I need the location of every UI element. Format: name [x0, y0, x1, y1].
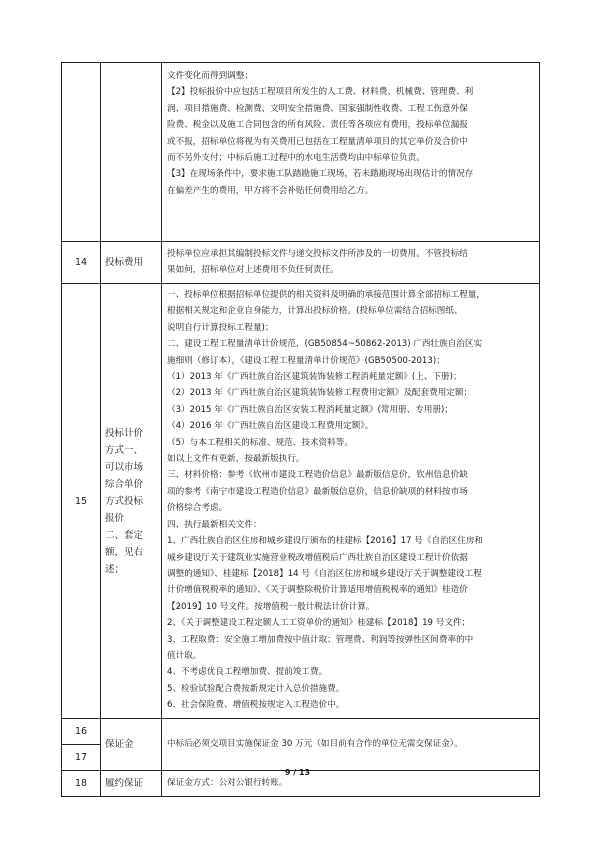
label-line: 述； [105, 563, 125, 575]
row-label: 保证金 [101, 719, 162, 771]
row-label-cell [101, 63, 162, 242]
tender-table [61, 62, 540, 797]
label-line: 二、套定 [105, 529, 144, 541]
content-line: 如以上文件有更新，按最新版执行。 [167, 454, 305, 465]
content-line: 6、社会保险费、增值税按规定入工程造价中。 [167, 700, 345, 711]
content-line: （2）2013 年《广西壮族自治区建筑装饰装修工程费用定额》及配套费用定额； [167, 388, 473, 399]
row-number: 17 [62, 745, 101, 771]
content-line: 说明自行计算投标工程量)； [167, 322, 274, 333]
table-row-continued [62, 63, 540, 242]
content-line: 险费、税金以及施工合同包含的所有风险、责任等各项应有费用，投标单位漏报 [167, 120, 468, 131]
content-line: 投标单位应承担其编制投标文件与递交投标文件所涉及的一切费用。不管投标结 [167, 249, 468, 259]
content-line: 4、不考虑优良工程增加费、提前竣工费。 [167, 667, 328, 678]
content-line: 计价增值税税率的通知》、《关于调整除税价计算适用增值税税率的通知》桂造价 [167, 585, 468, 596]
row-label: 履约保证 [101, 771, 162, 797]
content-line: 润、项目措施费、检测费、文明安全措施费、国家强制性收费、工程工伤意外保 [167, 103, 468, 114]
content-line: 【3】在现场条件中，要求施工队踏勘施工现场，若未踏勘现场出现估计的情况存 [167, 169, 474, 180]
content-line: 或不报，招标单位将视为有关费用已包括在工程量清单项目的其它单价及合价中 [167, 136, 468, 147]
content-line: （4）2016 年《广西壮族自治区建设工程费用定额》。 [167, 421, 374, 432]
label-line: 报价 [105, 512, 125, 524]
content-line: 而不另外支付；中标后施工过程中的水电生活费均由中标单位负责。 [167, 153, 425, 164]
content-line: 项的参考《南宁市建设工程造价信息》最新版信息价，信息价缺项的材料按市场 [167, 486, 468, 497]
row-18-content: 保证金方式：公对公银行转账。 [162, 771, 540, 797]
label-line: 额，见右 [105, 546, 144, 558]
table-row-15 [62, 284, 540, 719]
content-line: （3）2015 年《广西壮族自治区安装工程消耗量定额》(常用册、专用册)； [167, 404, 453, 415]
content-line: 价格综合考虑。 [167, 503, 228, 514]
content-line: （5）与本工程相关的标准、规范、技术资料等。 [167, 437, 353, 448]
label-line: 方式一、 [105, 444, 144, 456]
row-label [101, 284, 162, 719]
content-line: 城乡建设厅关于建筑业实施营业税改增值税后广西壮族自治区建设工程计价依据 [167, 552, 468, 563]
page-number: 9 / 13 [284, 768, 311, 777]
content-line: 二、建设工程工程量清单计价规范，(GB50854~50862-2013) 广西壮族自治区实 [167, 339, 483, 350]
label-line: 方式投标 [105, 495, 144, 507]
label-line: 综合单价 [105, 478, 144, 490]
content-line: 一、投标单位根据招标单位提供的相关资料及明确的承接范围计算全部招标工程量， [167, 290, 485, 300]
content-line: 文件变化而得到调整； [167, 71, 253, 81]
row-14-content [162, 242, 540, 284]
row-number-cell [62, 63, 101, 242]
content-line: 值计取。 [167, 650, 202, 661]
content-line: 【2019】10 号文件。按增值税一般计税法计价计算。 [167, 601, 375, 612]
content-line: 1、广西壮族自治区住房和城乡建设厅颁布的桂建标【2016】17 号《自治区住房和 [167, 536, 484, 547]
content-line: 在偏差产生的费用，甲方将不会补贴任何费用给乙方。 [167, 185, 374, 196]
row-number: 14 [62, 242, 101, 284]
continued-content [162, 63, 540, 242]
row-label: 投标费用 [101, 242, 162, 284]
content-line: （1）2013 年《广西壮族自治区建筑装饰装修工程消耗量定额》(上、下册)； [167, 372, 462, 383]
content-line: 5、检验试验配合费按新规定计入总价措施费。 [167, 683, 345, 694]
content-line: 施细则（修订本），《建设工程工程量清单计价规范》(GB50500-2013)； [167, 355, 445, 366]
row-16-17-content: 中标后必须交项目实施保证金 30 万元（如目前有合作的单位无需交保证金）。 [162, 719, 540, 771]
content-line: 2、《关于调整建设工程定额人工工资单价的通知》桂建标【2018】19 号文件； [167, 618, 471, 629]
content-line: 根据相关规定和企业自身能力，计算出投标价格。(投标单位需结合招标图纸、 [167, 306, 463, 317]
row-15-content [162, 284, 540, 719]
label-line: 投标计价 [105, 427, 144, 439]
content-line: 调整的通知》、桂建标【2018】14 号《自治区住房和城乡建设厅关于调整建设工程 [167, 568, 482, 579]
content-line: 【2】投标报价中应包括工程项目所发生的人工费、材料费、机械费、管理费、利 [167, 87, 474, 98]
table-row-14 [62, 242, 540, 284]
row-number: 18 [62, 771, 101, 797]
content-line: 三、材料价格：参考《钦州市建设工程造价信息》最新版信息价，钦州信息价缺 [167, 470, 468, 481]
row-number: 15 [62, 284, 101, 719]
label-line: 可以市场 [105, 461, 144, 473]
content-line: 四、执行最新相关文件： [167, 519, 262, 530]
content-line: 3、工程取费：安全施工增加费按中值计取；管理费、利润等按弹性区间费率的中 [167, 634, 474, 645]
row-number: 16 [62, 719, 101, 745]
table-row-16 [62, 719, 540, 745]
content-line: 果如何，招标单位对上述费用不负任何责任。 [167, 265, 339, 276]
